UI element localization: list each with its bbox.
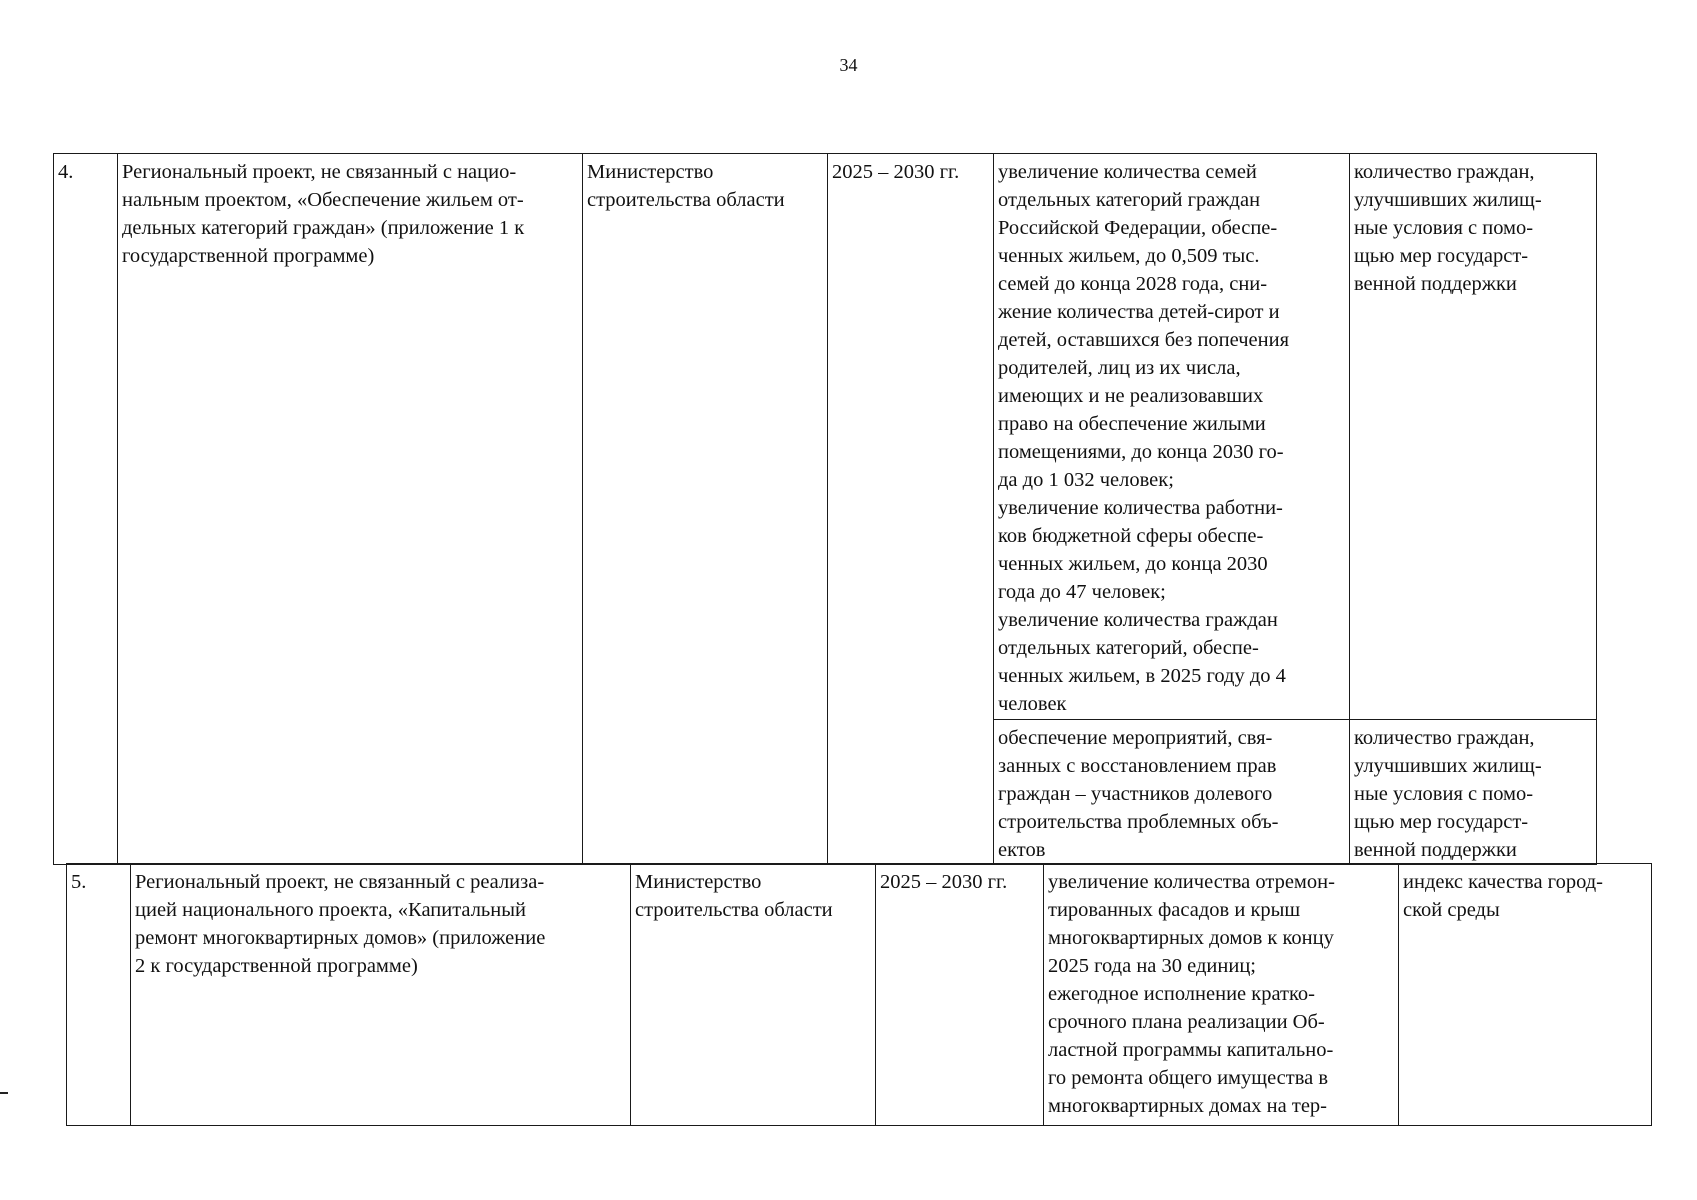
- scan-margin-mark: [0, 1092, 8, 1094]
- table-row-5: [66, 863, 1652, 1126]
- indicator-cell: [1399, 864, 1652, 1126]
- task-description: обеспечение мероприятий, свя- занных с восстановлением прав граждан – участников долевого строительства проблемных объ- ектов: [998, 727, 1279, 861]
- row-number-cell: [67, 864, 131, 1126]
- project-title-cell: [118, 154, 583, 865]
- page-number: 34: [839, 55, 858, 75]
- task-description: увеличение количества семей отдельных категорий граждан Российской Федерации, обеспе- ченных жильем, до 0,509 тыс. семей до конца 2028 года, сни- жение количества детей-сирот и детей, оставшихся без попечения родителей, лиц из их числа, имеющих и не реализовавших право на обеспечение жилыми помещениями, до конца 2030 го- да до 1 032 человек; увеличение количества работни- ков бюджетной сферы обеспе- ченных жильем, до конца 2030 года до 47 человек; увеличение количества граждан отдельных категорий, обеспе- ченных жильем, в 2025 году до 4 человек: [998, 161, 1290, 715]
- indicator-cell: [1350, 154, 1597, 720]
- table-row-4: [53, 153, 1597, 865]
- task-indicator: количество граждан, улучшивших жилищ- ные условия с помо- щью мер государст- венной поддержки: [1354, 161, 1542, 295]
- task-description: увеличение количества отремон- тированных фасадов и крыш многоквартирных домов к концу 2025 года на 30 единиц; ежегодное исполнение кратко- срочного плана реализации Об- ластной программы капитально- го ремонта общего имущества в многоквартирных домах на тер-: [1048, 871, 1335, 1117]
- indicator-cell: [1350, 720, 1597, 865]
- row-number: 4.: [58, 161, 74, 183]
- responsible-executor: Министерство строительства области: [635, 871, 833, 921]
- project-title: Региональный проект, не связанный с реализа- цией национального проекта, «Капитальный ремонт многоквартирных домов» (приложение 2 к государственной программе): [135, 871, 546, 977]
- project-title: Региональный проект, не связанный с нацио- нальным проектом, «Обеспечение жильем от- дельных категорий граждан» (приложение 1 к государственной программе): [122, 161, 525, 267]
- responsible-cell: [631, 864, 876, 1126]
- row-number: 5.: [71, 871, 87, 893]
- responsible-cell: [583, 154, 828, 865]
- task-indicator: количество граждан, улучшивших жилищ- ные условия с помо- щью мер государст- венной поддержки: [1354, 727, 1542, 861]
- task-description-cell: [994, 720, 1350, 865]
- period-cell: [876, 864, 1044, 1126]
- task-description-cell: [1044, 864, 1399, 1126]
- implementation-period: 2025 – 2030 гг.: [832, 161, 960, 183]
- implementation-period: 2025 – 2030 гг.: [880, 871, 1008, 893]
- period-cell: [828, 154, 994, 865]
- task-description-cell: [994, 154, 1350, 720]
- project-title-cell: [131, 864, 631, 1126]
- task-indicator: индекс качества город- ской среды: [1403, 871, 1603, 921]
- responsible-executor: Министерство строительства области: [587, 161, 785, 211]
- row-number-cell: [54, 154, 118, 865]
